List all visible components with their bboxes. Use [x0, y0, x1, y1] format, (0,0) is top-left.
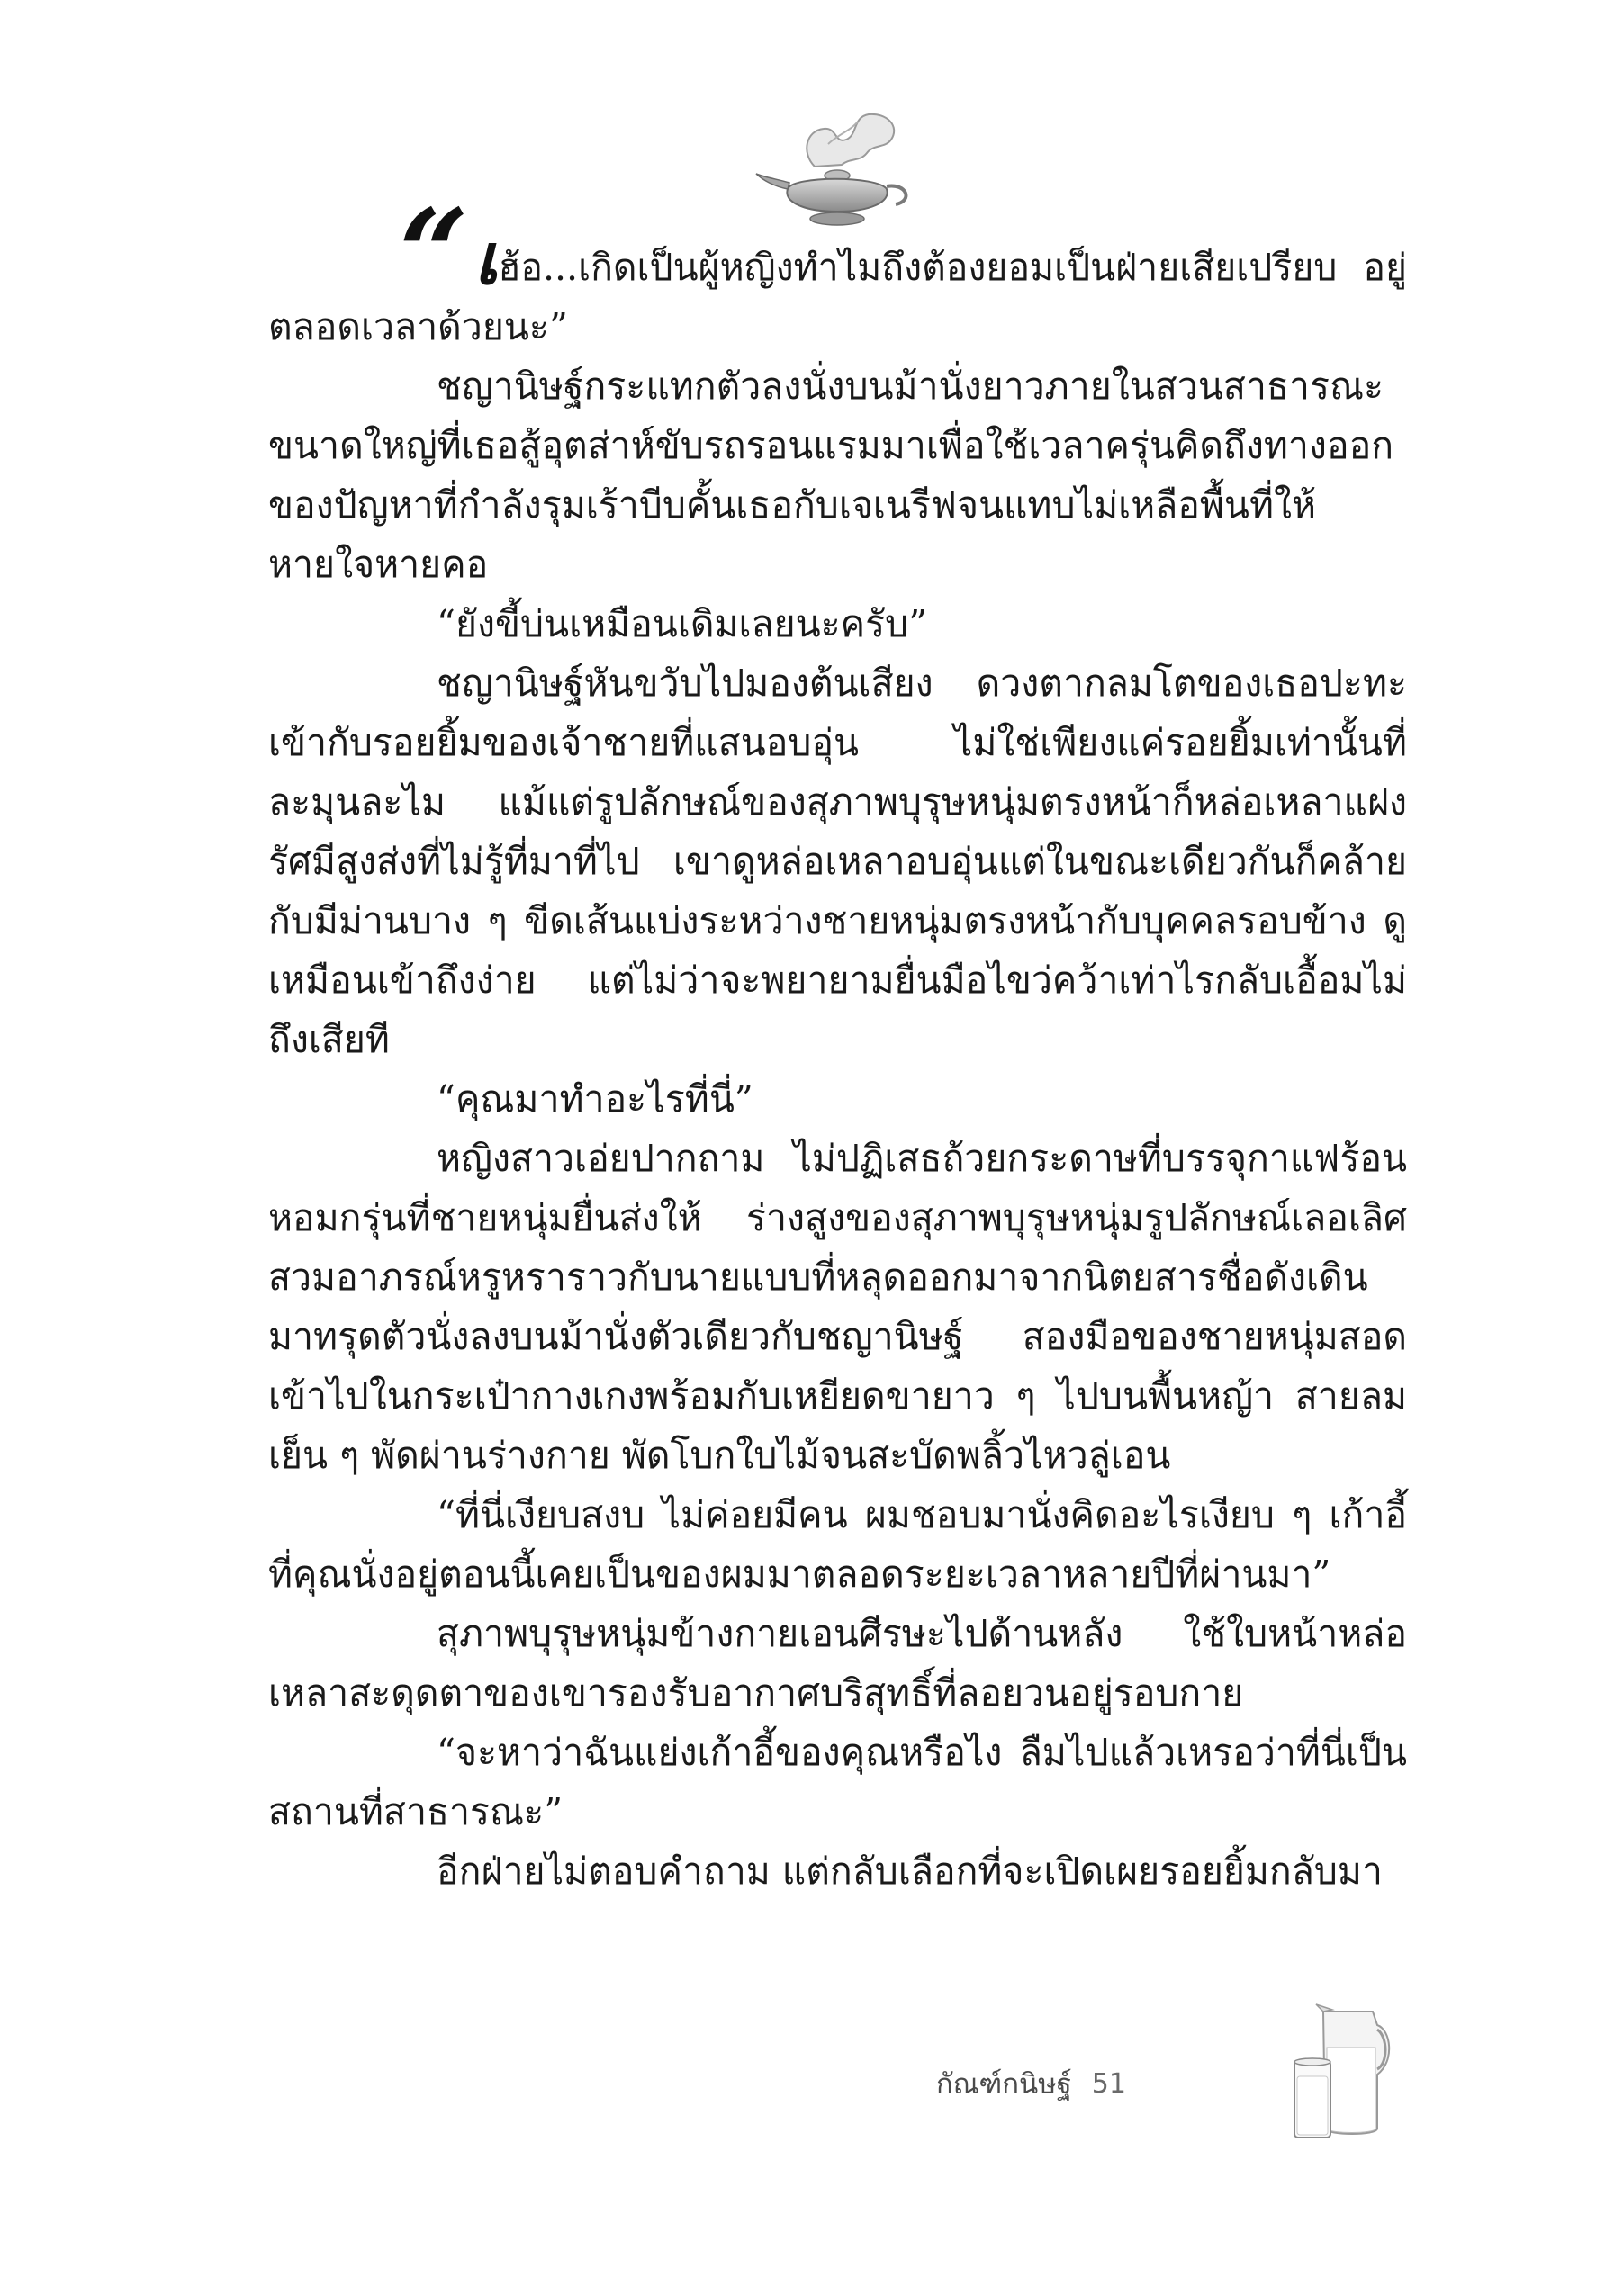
- opening-paragraph: [268, 182, 1407, 356]
- paragraph-1: ชญานิษฐ์กระแทกตัวลงนั่งบนม้านั่งยาวภายในสวนสาธารณะขนาดใหญ่ที่เธอสู้อุตส่าห์ขับรถรอนแรมมาเพื่อใช้เวลาครุ่นคิดถึงทางออกของปัญหาที่กำลังรุมเร้าบีบคั้นเธอกับเจเนรีฟจนแทบไม่เหลือพื้นที่ให้หายใจหายคอ: [268, 365, 1394, 586]
- chapter-text: [268, 182, 1407, 1901]
- page-number: 51: [1091, 2067, 1126, 2100]
- paragraph-6: “ที่นี่เงียบสงบ ไม่ค่อยมีคน ผมชอบมานั่งคิดอะไรเงียบ ๆ เก้าอี้ที่คุณนั่งอยู่ตอนนี้เคยเป็นของผมมาตลอดระยะเวลาหลายปีที่ผ่านมา”: [268, 1493, 1407, 1596]
- dropcap-letter: เ: [473, 219, 499, 301]
- paragraph-4: “คุณมาทำอะไรที่นี่”: [437, 1077, 753, 1121]
- milk-jug-icon: [1287, 1994, 1397, 2142]
- paragraph-8: “จะหาว่าฉันแย่งเก้าอี้ของคุณหรือไง ลืมไปแล้วเหรอว่าที่นี่เป็นสถานที่สาธารณะ”: [268, 1731, 1407, 1833]
- paragraph-3: ชญานิษฐ์หันขวับไปมองต้นเสียง ดวงตากลมโตของเธอปะทะเข้ากับรอยยิ้มของเจ้าชายที่แสนอบอุ่น ไม่ใช่เพียงแค่รอยยิ้มเท่านั้นที่ละมุนละไม แม้แต่รูปลักษณ์ของสุภาพบุรุษหนุ่มตรงหน้าก็หล่อเหลาแฝงรัศมีสูงส่งที่ไม่รู้ที่มาที่ไป เขาดูหล่อเหลาอบอุ่นแต่ในขณะเดียวกันก็คล้ายกับมีม่านบาง ๆ ขีดเส้นแบ่งระหว่างชายหนุ่มตรงหน้ากับบุคคลรอบข้าง ดูเหมือนเข้าถึงง่าย แต่ไม่ว่าจะพยายามยื่นมือไขว่คว้าเท่าไรกลับเอื้อมไม่ถึงเสียที: [268, 662, 1407, 1061]
- opening-text: ฮ้อ...เกิดเป็นผู้หญิงทำไมถึงต้องยอมเป็นฝ่ายเสียเปรียบ อยู่ตลอดเวลาด้วยนะ”: [268, 246, 1407, 348]
- genie-lamp-icon: [752, 104, 918, 234]
- book-title: กัณฑ์กนิษฐ์: [936, 2068, 1072, 2101]
- paragraph-9: อีกฝ่ายไม่ตอบคำถาม แต่กลับเลือกที่จะเปิดเผยรอยยิ้มกลับมา: [437, 1850, 1383, 1893]
- dropcap-quote-mark: “: [399, 182, 469, 325]
- paragraph-5: หญิงสาวเอ่ยปากถาม ไม่ปฏิเสธถ้วยกระดาษที่บรรจุกาแฟร้อนหอมกรุ่นที่ชายหนุ่มยื่นส่งให้ ร่างสูงของสุภาพบุรุษหนุ่มรูปลักษณ์เลอเลิศสวมอาภรณ์หรูหราราวกับนายแบบที่หลุดออกมาจากนิตยสารชื่อดังเดินมาทรุดตัวนั่งลงบนม้านั่งตัวเดียวกับชญานิษฐ์ สองมือของชายหนุ่มสอดเข้าไปในกระเป๋ากางเกงพร้อมกับเหยียดขายาว ๆ ไปบนพื้นหญ้า สายลมเย็น ๆ พัดผ่านร่างกาย พัดโบกใบไม้จนสะบัดพลิ้วไหวลู่เอน: [268, 1137, 1407, 1477]
- page-footer: [936, 2057, 1126, 2111]
- paragraph-7: สุภาพบุรุษหนุ่มข้างกายเอนศีรษะไปด้านหลัง ใช้ใบหน้าหล่อเหลาสะดุดตาของเขารองรับอากาศบริสุทธิ์ที่ลอยวนอยู่รอบกาย: [268, 1612, 1407, 1715]
- paragraph-2: “ยังขี้บ่นเหมือนเดิมเลยนะครับ”: [437, 602, 928, 645]
